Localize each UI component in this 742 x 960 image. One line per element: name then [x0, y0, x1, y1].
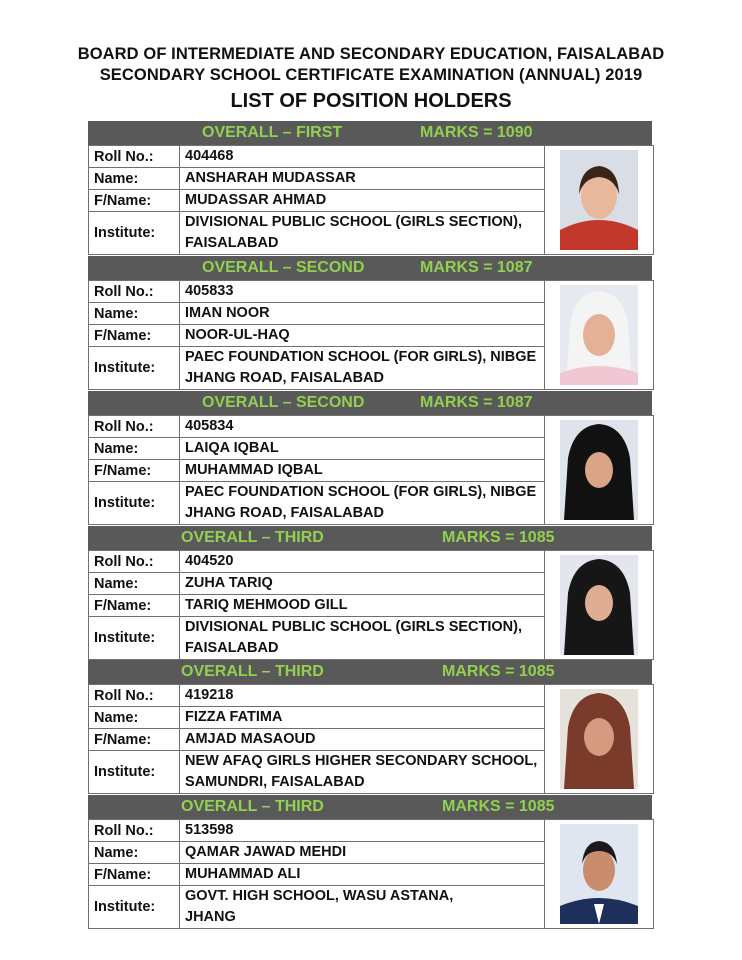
- position-label: OVERALL – FIRST: [202, 124, 343, 141]
- roll-value: 405833: [180, 281, 545, 303]
- photo-cell: [545, 551, 654, 660]
- name-value: QAMAR JAWAD MEHDI: [180, 842, 545, 864]
- student-photo: [560, 555, 638, 655]
- roll-value: 404520: [180, 551, 545, 573]
- holder-info-table: [88, 550, 654, 660]
- fname-label: F/Name:: [89, 325, 180, 347]
- roll-label: Roll No.:: [89, 685, 180, 707]
- photo-cell: [545, 685, 654, 794]
- name-label: Name:: [89, 842, 180, 864]
- name-label: Name:: [89, 707, 180, 729]
- holder-info-table: [88, 280, 654, 390]
- photo-cell: [545, 820, 654, 929]
- student-photo: [560, 285, 638, 385]
- name-label: Name:: [89, 573, 180, 595]
- institute-line-2: FAISALABAD: [185, 640, 279, 656]
- student-photo: [560, 420, 638, 520]
- position-label: OVERALL – THIRD: [181, 663, 324, 680]
- institute-label: Institute:: [89, 617, 180, 660]
- name-value: ZUHA TARIQ: [180, 573, 545, 595]
- position-holder-card: [88, 660, 652, 794]
- name-label: Name:: [89, 438, 180, 460]
- position-holder-card: [88, 795, 652, 929]
- photo-cell: [545, 416, 654, 525]
- roll-label: Roll No.:: [89, 416, 180, 438]
- marks-label: MARKS = 1087: [420, 259, 533, 276]
- position-label: OVERALL – SECOND: [202, 394, 365, 411]
- fname-value: MUHAMMAD IQBAL: [180, 460, 545, 482]
- roll-value: 404468: [180, 146, 545, 168]
- fname-label: F/Name:: [89, 190, 180, 212]
- student-photo: [560, 150, 638, 250]
- institute-line-2: JHANG ROAD, FAISALABAD: [185, 505, 384, 521]
- fname-value: NOOR-UL-HAQ: [180, 325, 545, 347]
- institute-line-2: FAISALABAD: [185, 235, 279, 251]
- institute-line-1: DIVISIONAL PUBLIC SCHOOL (GIRLS SECTION),: [185, 619, 523, 635]
- position-holder-card: [88, 121, 652, 255]
- institute-label: Institute:: [89, 751, 180, 794]
- holder-info-table: [88, 145, 654, 255]
- roll-label: Roll No.:: [89, 551, 180, 573]
- institute-value: [180, 347, 545, 390]
- fname-label: F/Name:: [89, 864, 180, 886]
- institute-label: Institute:: [89, 212, 180, 255]
- holder-info-table: [88, 415, 654, 525]
- institute-value: [180, 886, 545, 929]
- marks-label: MARKS = 1085: [442, 663, 555, 680]
- roll-label: Roll No.:: [89, 146, 180, 168]
- position-band: [88, 795, 652, 819]
- institute-line-2: JHANG: [185, 909, 236, 925]
- name-value: FIZZA FATIMA: [180, 707, 545, 729]
- position-band: [88, 391, 652, 415]
- name-value: LAIQA IQBAL: [180, 438, 545, 460]
- exam-title: SECONDARY SCHOOL CERTIFICATE EXAMINATION (ANNUAL) 2019: [99, 66, 643, 84]
- roll-label: Roll No.:: [89, 281, 180, 303]
- holder-info-table: [88, 819, 654, 929]
- institute-value: [180, 751, 545, 794]
- institute-line-1: PAEC FOUNDATION SCHOOL (FOR GIRLS), NIBGE: [185, 349, 537, 365]
- position-band: [88, 121, 652, 145]
- institute-label: Institute:: [89, 886, 180, 929]
- position-label: OVERALL – THIRD: [181, 798, 324, 815]
- position-band: [88, 660, 652, 684]
- position-label: OVERALL – THIRD: [181, 529, 324, 546]
- fname-value: MUDASSAR AHMAD: [180, 190, 545, 212]
- institute-value: [180, 617, 545, 660]
- institute-line-1: NEW AFAQ GIRLS HIGHER SECONDARY SCHOOL,: [185, 753, 538, 769]
- document-header: [0, 44, 742, 114]
- student-photo: [560, 689, 638, 789]
- institute-value: [180, 212, 545, 255]
- name-value: ANSHARAH MUDASSAR: [180, 168, 545, 190]
- marks-label: MARKS = 1090: [420, 124, 533, 141]
- position-band: [88, 256, 652, 280]
- roll-label: Roll No.:: [89, 820, 180, 842]
- fname-value: AMJAD MASAOUD: [180, 729, 545, 751]
- roll-value: 419218: [180, 685, 545, 707]
- name-label: Name:: [89, 303, 180, 325]
- institute-line-1: PAEC FOUNDATION SCHOOL (FOR GIRLS), NIBGE: [185, 484, 537, 500]
- institute-line-1: DIVISIONAL PUBLIC SCHOOL (GIRLS SECTION),: [185, 214, 523, 230]
- marks-label: MARKS = 1087: [420, 394, 533, 411]
- student-photo: [560, 824, 638, 924]
- list-title: LIST OF POSITION HOLDERS: [230, 90, 512, 112]
- fname-label: F/Name:: [89, 729, 180, 751]
- name-label: Name:: [89, 168, 180, 190]
- fname-value: TARIQ MEHMOOD GILL: [180, 595, 545, 617]
- position-label: OVERALL – SECOND: [202, 259, 365, 276]
- institute-label: Institute:: [89, 347, 180, 390]
- position-holder-card: [88, 391, 652, 525]
- marks-label: MARKS = 1085: [442, 529, 555, 546]
- position-holder-card: [88, 526, 652, 660]
- institute-line-2: JHANG ROAD, FAISALABAD: [185, 370, 384, 386]
- institute-label: Institute:: [89, 482, 180, 525]
- photo-cell: [545, 281, 654, 390]
- fname-label: F/Name:: [89, 595, 180, 617]
- institute-line-1: GOVT. HIGH SCHOOL, WASU ASTANA,: [185, 888, 454, 904]
- roll-value: 513598: [180, 820, 545, 842]
- fname-label: F/Name:: [89, 460, 180, 482]
- roll-value: 405834: [180, 416, 545, 438]
- institute-line-2: SAMUNDRI, FAISALABAD: [185, 774, 365, 790]
- institute-value: [180, 482, 545, 525]
- position-holder-card: [88, 256, 652, 390]
- fname-value: MUHAMMAD ALI: [180, 864, 545, 886]
- board-title: BOARD OF INTERMEDIATE AND SECONDARY EDUCATION, FAISALABAD: [77, 45, 665, 63]
- name-value: IMAN NOOR: [180, 303, 545, 325]
- marks-label: MARKS = 1085: [442, 798, 555, 815]
- holder-info-table: [88, 684, 654, 794]
- position-band: [88, 526, 652, 550]
- photo-cell: [545, 146, 654, 255]
